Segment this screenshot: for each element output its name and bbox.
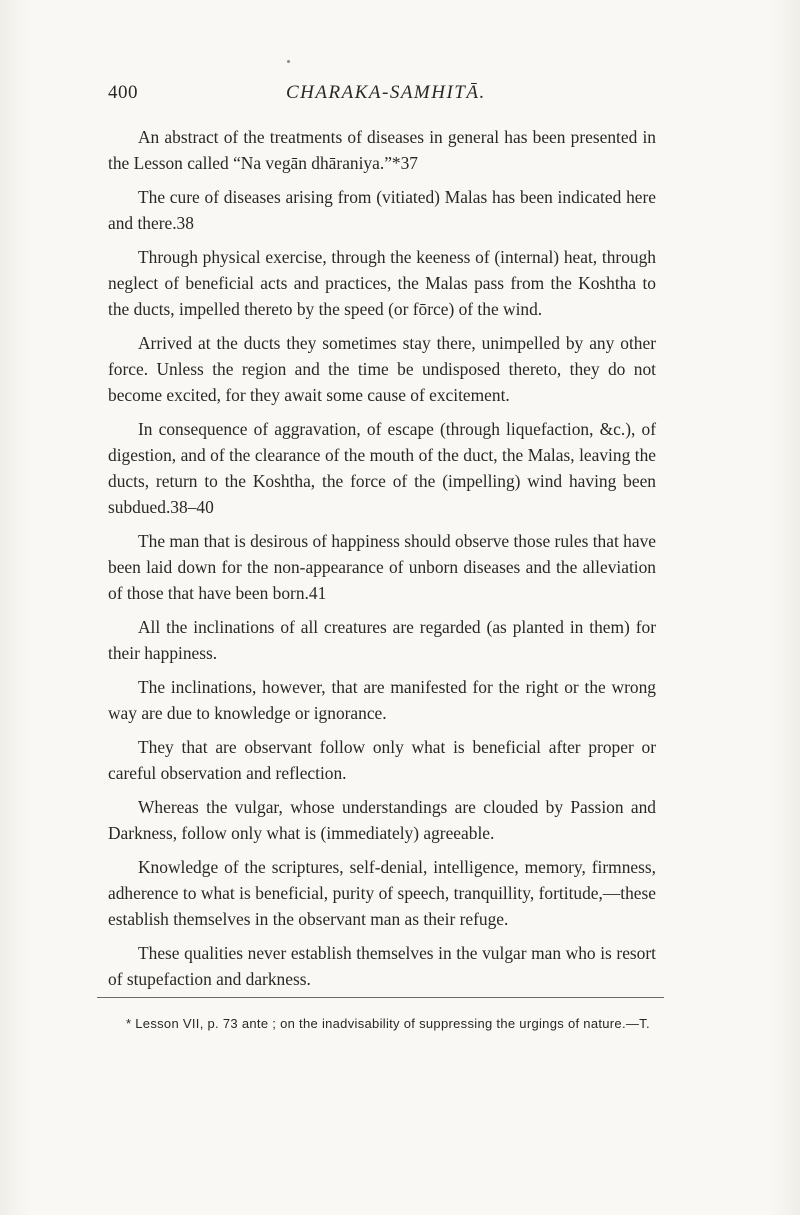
- footnote: * Lesson VII, p. 73 ante ; on the inadvisability of suppressing the urgings of nature.—T.: [126, 1016, 650, 1031]
- paragraph: The cure of diseases arising from (vitiated) Malas has been indicated here and there.38: [108, 187, 656, 233]
- paragraph: In consequence of aggravation, of escape (through liquefaction, &c.), of digestion, and of the clearance of the mouth of the duct, the Malas, leaving the ducts, return to the Koshtha, the force of the (impelling) wind having been subdued.38–40: [108, 419, 656, 517]
- paragraph: The man that is desirous of happiness should observe those rules that have been laid down for the non-appearance of unborn diseases and the alleviation of those that have been born.41: [108, 531, 656, 603]
- footnote-rule: [97, 997, 664, 998]
- paragraph: Knowledge of the scriptures, self-denial, intelligence, memory, firmness, adherence to what is beneficial, purity of speech, tranquillity, fortitude,—these establish themselves in the observant man as their refuge.: [108, 857, 656, 929]
- running-title: CHARAKA-SAMHITĀ.: [286, 82, 486, 103]
- paragraph: These qualities never establish themselves in the vulgar man who is resort of stupefaction and darkness.: [108, 943, 656, 989]
- paragraph: Arrived at the ducts they sometimes stay there, unimpelled by any other force. Unless the region and the time be undisposed thereto, they do not become excited, for they await some cause of excitement.: [108, 333, 656, 405]
- paragraph: They that are observant follow only what is beneficial after proper or careful observation and reflection.: [108, 737, 656, 783]
- body-text: [108, 124, 656, 1000]
- paragraph: All the inclinations of all creatures are regarded (as planted in them) for their happiness.: [108, 617, 656, 663]
- page-number: 400: [108, 82, 138, 103]
- paragraph: The inclinations, however, that are manifested for the right or the wrong way are due to knowledge or ignorance.: [108, 677, 656, 723]
- page-header: [108, 82, 656, 112]
- paragraph: Whereas the vulgar, whose understandings are clouded by Passion and Darkness, follow only what is (immediately) agreeable.: [108, 797, 656, 843]
- paragraph: An abstract of the treatments of diseases in general has been presented in the Lesson called “Na vegān dhāraniya.”*37: [108, 127, 656, 173]
- paragraph: Through physical exercise, through the keeness of (internal) heat, through neglect of beneficial acts and practices, the Malas pass from the Koshtha to the ducts, impelled thereto by the speed (or fōrce) of the wind.: [108, 247, 656, 319]
- ink-speck: [287, 60, 290, 63]
